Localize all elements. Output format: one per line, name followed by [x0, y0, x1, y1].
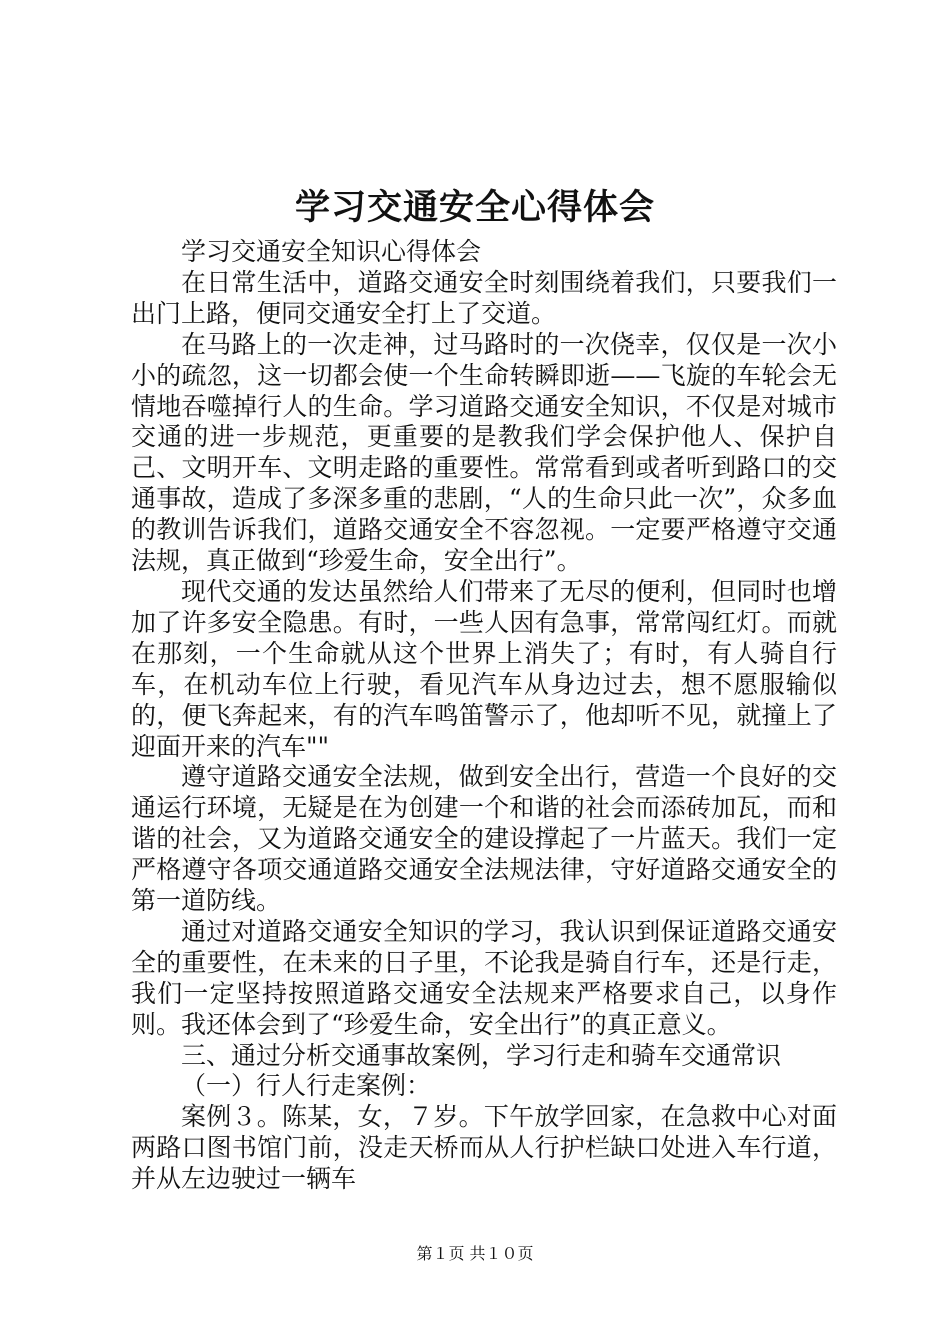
page-number-footer: 第１页 共１０页	[416, 1244, 534, 1263]
document-body	[131, 237, 837, 1195]
body-paragraph: 在日常生活中，道路交通安全时刻围绕着我们，只要我们一出门上路，便同交通安全打上了交道。	[131, 267, 837, 328]
body-paragraph: 遵守道路交通安全法规，做到安全出行，营造一个良好的交通运行环境，无疑是在为创建一个和谐的社会而添砖加瓦，而和谐的社会，又为道路交通安全的建设撑起了一片蓝天。我们一定严格遵守各项交通道路交通安全法规法律，守好道路交通安全的第一道防线。	[131, 762, 837, 916]
body-paragraph: 案例３。陈某，女，７岁。下午放学回家，在急救中心对面两路口图书馆门前，没走天桥而从人行护栏缺口处进入车行道，并从左边驶过一辆车	[131, 1102, 837, 1194]
body-paragraph: 在马路上的一次走神，过马路时的一次侥幸，仅仅是一次小小的疏忽，这一切都会使一个生命转瞬即逝——飞旋的车轮会无情地吞噬掉行人的生命。学习道路交通安全知识，不仅是对城市交通的进一步规范，更重要的是教我们学会保护他人、保护自己、文明开车、文明走路的重要性。常常看到或者听到路口的交通事故，造成了多深多重的悲剧，“人的生命只此一次”，众多血的教训告诉我们，道路交通安全不容忽视。一定要严格遵守交通法规，真正做到“珍爱生命，安全出行”。	[131, 329, 837, 576]
body-paragraph: 通过对道路交通安全知识的学习，我认识到保证道路交通安全的重要性，在未来的日子里，不论我是骑自行车，还是行走，我们一定坚持按照道路交通安全法规来严格要求自己，以身作则。我还体会到了“珍爱生命，安全出行”的真正意义。	[131, 916, 837, 1039]
subsection-heading: （一）行人行走案例：	[181, 1071, 432, 1101]
document-title: 学习交通安全心得体会	[294, 187, 655, 228]
subtitle-paragraph: 学习交通安全知识心得体会	[181, 237, 482, 266]
body-paragraph: 现代交通的发达虽然给人们带来了无尽的便利，但同时也增加了许多安全隐患。有时，一些人因有急事，常常闯红灯。而就在那刻，一个生命就从这个世界上消失了；有时，有人骑自行车，在机动车位上行驶，看见汽车从身边过去，想不愿服输似的，便飞奔起来，有的汽车鸣笛警示了，他却听不见，就撞上了迎面开来的汽车""	[131, 576, 837, 761]
section-heading: 三、通过分析交通事故案例，学习行走和骑车交通常识	[181, 1040, 782, 1070]
